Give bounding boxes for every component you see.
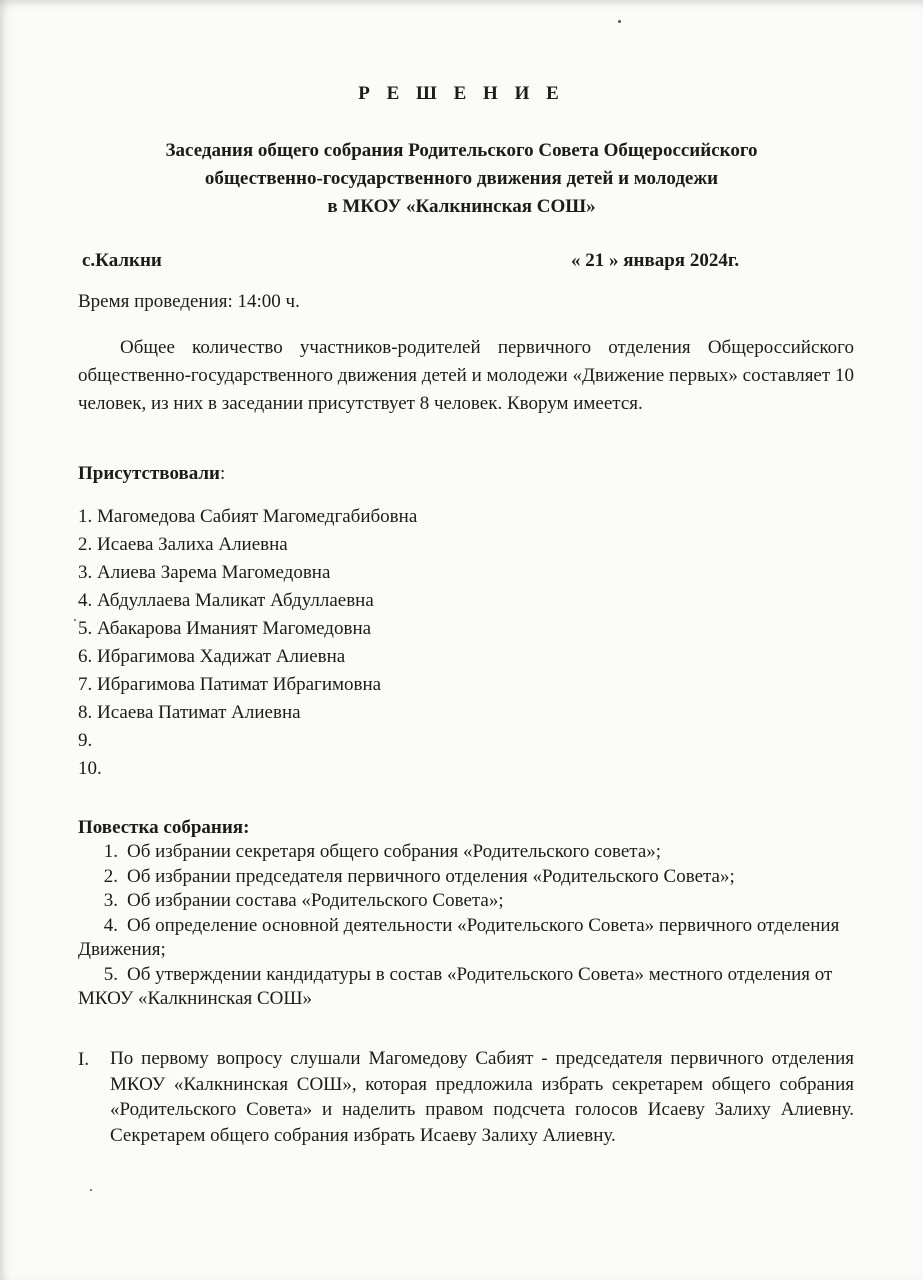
agenda-item <box>78 963 858 1012</box>
resolution-text: По первому вопросу слушали Магомедову Сабият - председателя первичного отделения МКОУ «Калкнинская СОШ», которая предложила избрать секретарем общего собрания «Родительского Совета» и наделить правом подсчета голосов Исаеву Залиху Алиевну. Секретарем общего собрания избрать Исаеву Залиху Алиевну. <box>110 1048 854 1146</box>
agenda-item <box>78 865 858 890</box>
subtitle-line: общественно-государственного движения детей и молодежи <box>204 168 719 189</box>
present-label: Присутствовали <box>78 463 220 484</box>
agenda-title: Повестка собрания: <box>78 817 250 838</box>
list-item: 5. Абакарова Иманият Магомедовна <box>78 618 372 639</box>
present-colon: : <box>220 463 226 484</box>
agenda-item-number: 4. <box>103 914 118 936</box>
scan-speck <box>74 619 76 621</box>
subtitle-line: Заседания общего собрания Родительского Совета Общероссийского <box>165 140 758 161</box>
participants-list <box>78 503 417 783</box>
agenda-item-number: 2. <box>103 865 118 887</box>
intro-paragraph: Общее количество участников-родителей первичного отделения Общероссийского общественно-государственного движения детей и молодежи «Движение первых» составляет 10 человек, из них в заседании присутствует 8 человек. Кворум имеется. <box>78 337 854 414</box>
document-subtitle <box>0 137 923 221</box>
resolution-number: I. <box>78 1049 90 1070</box>
meeting-time: Время проведения: 14:00 ч. <box>78 291 300 312</box>
list-item: 9. <box>78 730 93 751</box>
agenda-list <box>78 840 858 1012</box>
present-heading <box>78 460 225 488</box>
agenda-item-number: 1. <box>103 841 118 862</box>
agenda-item <box>78 840 858 865</box>
agenda-item-number: 3. <box>103 890 118 911</box>
scan-speck <box>618 20 621 23</box>
agenda-item-text: Об избрании состава «Родительского Совета»; <box>127 890 504 911</box>
agenda-item-text: Об избрании председателя первичного отделения «Родительского Совета»; <box>127 865 735 887</box>
scan-speck <box>90 1189 92 1191</box>
agenda-item-text: Об утверждении кандидатуры в состав «Родительского Совета» местного отделения от МКОУ «Калкнинская СОШ» <box>78 963 833 1009</box>
list-item: 6. Ибрагимова Хадижат Алиевна <box>78 646 346 667</box>
agenda-item-text: Об избрании секретаря общего собрания «Родительского совета»; <box>127 841 662 862</box>
resolution-item <box>78 1046 854 1148</box>
list-item: 7. Ибрагимова Патимат Ибрагимовна <box>78 674 382 695</box>
list-item: 1. Магомедова Сабият Магомедгабибовна <box>78 506 418 527</box>
agenda-item-text: Об определение основной деятельности «Родительского Совета» первичного отделения Движения; <box>78 914 840 960</box>
subtitle-line: в МКОУ «Калкнинская СОШ» <box>327 196 596 217</box>
meeting-date: « 21 » января 2024г. <box>571 250 740 271</box>
list-item: 2. Исаева Залиха Алиевна <box>78 534 288 555</box>
list-item: 4. Абдуллаева Маликат Абдуллаевна <box>78 590 374 611</box>
agenda-item <box>78 889 858 914</box>
agenda-item-number: 5. <box>103 963 118 985</box>
list-item: 10. <box>78 758 102 779</box>
meeting-place: с.Калкни <box>82 250 162 271</box>
list-item: 3. Алиева Зарема Магомедовна <box>78 562 331 583</box>
document-title: Р Е Ш Е Н И Е <box>358 83 565 104</box>
agenda-item <box>78 914 858 963</box>
list-item: 8. Исаева Патимат Алиевна <box>78 702 301 723</box>
